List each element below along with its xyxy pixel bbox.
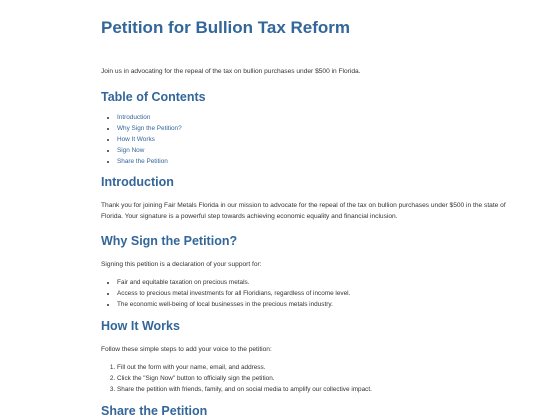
- list-item: 2. Click the "Sign Now" button to officially sign the petition.: [117, 373, 521, 384]
- toc-list: [101, 112, 521, 167]
- list-item: 1. Fill out the form with your name, email, and address.: [117, 362, 521, 373]
- how-it-works-heading: How It Works: [101, 319, 180, 333]
- toc-link-how-it-works[interactable]: How It Works: [117, 136, 155, 143]
- list-item: • Fair and equitable taxation on precious metals.: [117, 277, 521, 288]
- share-heading: Share the Petition: [101, 404, 208, 418]
- why-sign-text: Signing this petition is a declaration of your support for:: [101, 261, 262, 268]
- toc-item: [117, 156, 521, 167]
- toc-item: [117, 112, 521, 123]
- introduction-text: Thank you for joining Fair Metals Florida in our mission to advocate for the repeal of the tax on bullion purchases under $500 in the state of Florida. Your signature is a powerful step towards achieving economic equality and financial inclusion.: [101, 202, 506, 220]
- toc-link-why-sign[interactable]: Why Sign the Petition?: [117, 125, 182, 132]
- toc-item: [117, 134, 521, 145]
- toc-item: [117, 123, 521, 134]
- toc-heading: Table of Contents: [101, 90, 206, 104]
- intro-line: Join us in advocating for the repeal of the tax on bullion purchases under $500 in Florida.: [101, 68, 361, 75]
- introduction-heading: Introduction: [101, 175, 174, 189]
- list-item: • The economic well-being of local businesses in the precious metals industry.: [117, 299, 521, 310]
- toc-link-share[interactable]: Share the Petition: [117, 158, 168, 165]
- how-it-works-steps: [101, 362, 521, 395]
- toc-link-sign-now[interactable]: Sign Now: [117, 147, 145, 154]
- how-it-works-text: Follow these simple steps to add your voice to the petition:: [101, 346, 272, 353]
- list-item: • Access to precious metal investments for all Floridians, regardless of income level.: [117, 288, 521, 299]
- page-title: Petition for Bullion Tax Reform: [101, 18, 351, 37]
- why-sign-heading: Why Sign the Petition?: [101, 234, 238, 248]
- list-item: 3. Share the petition with friends, family, and on social media to amplify our collective impact.: [117, 384, 521, 395]
- why-sign-list: [101, 277, 521, 310]
- toc-link-introduction[interactable]: Introduction: [117, 114, 151, 121]
- toc-item: [117, 145, 521, 156]
